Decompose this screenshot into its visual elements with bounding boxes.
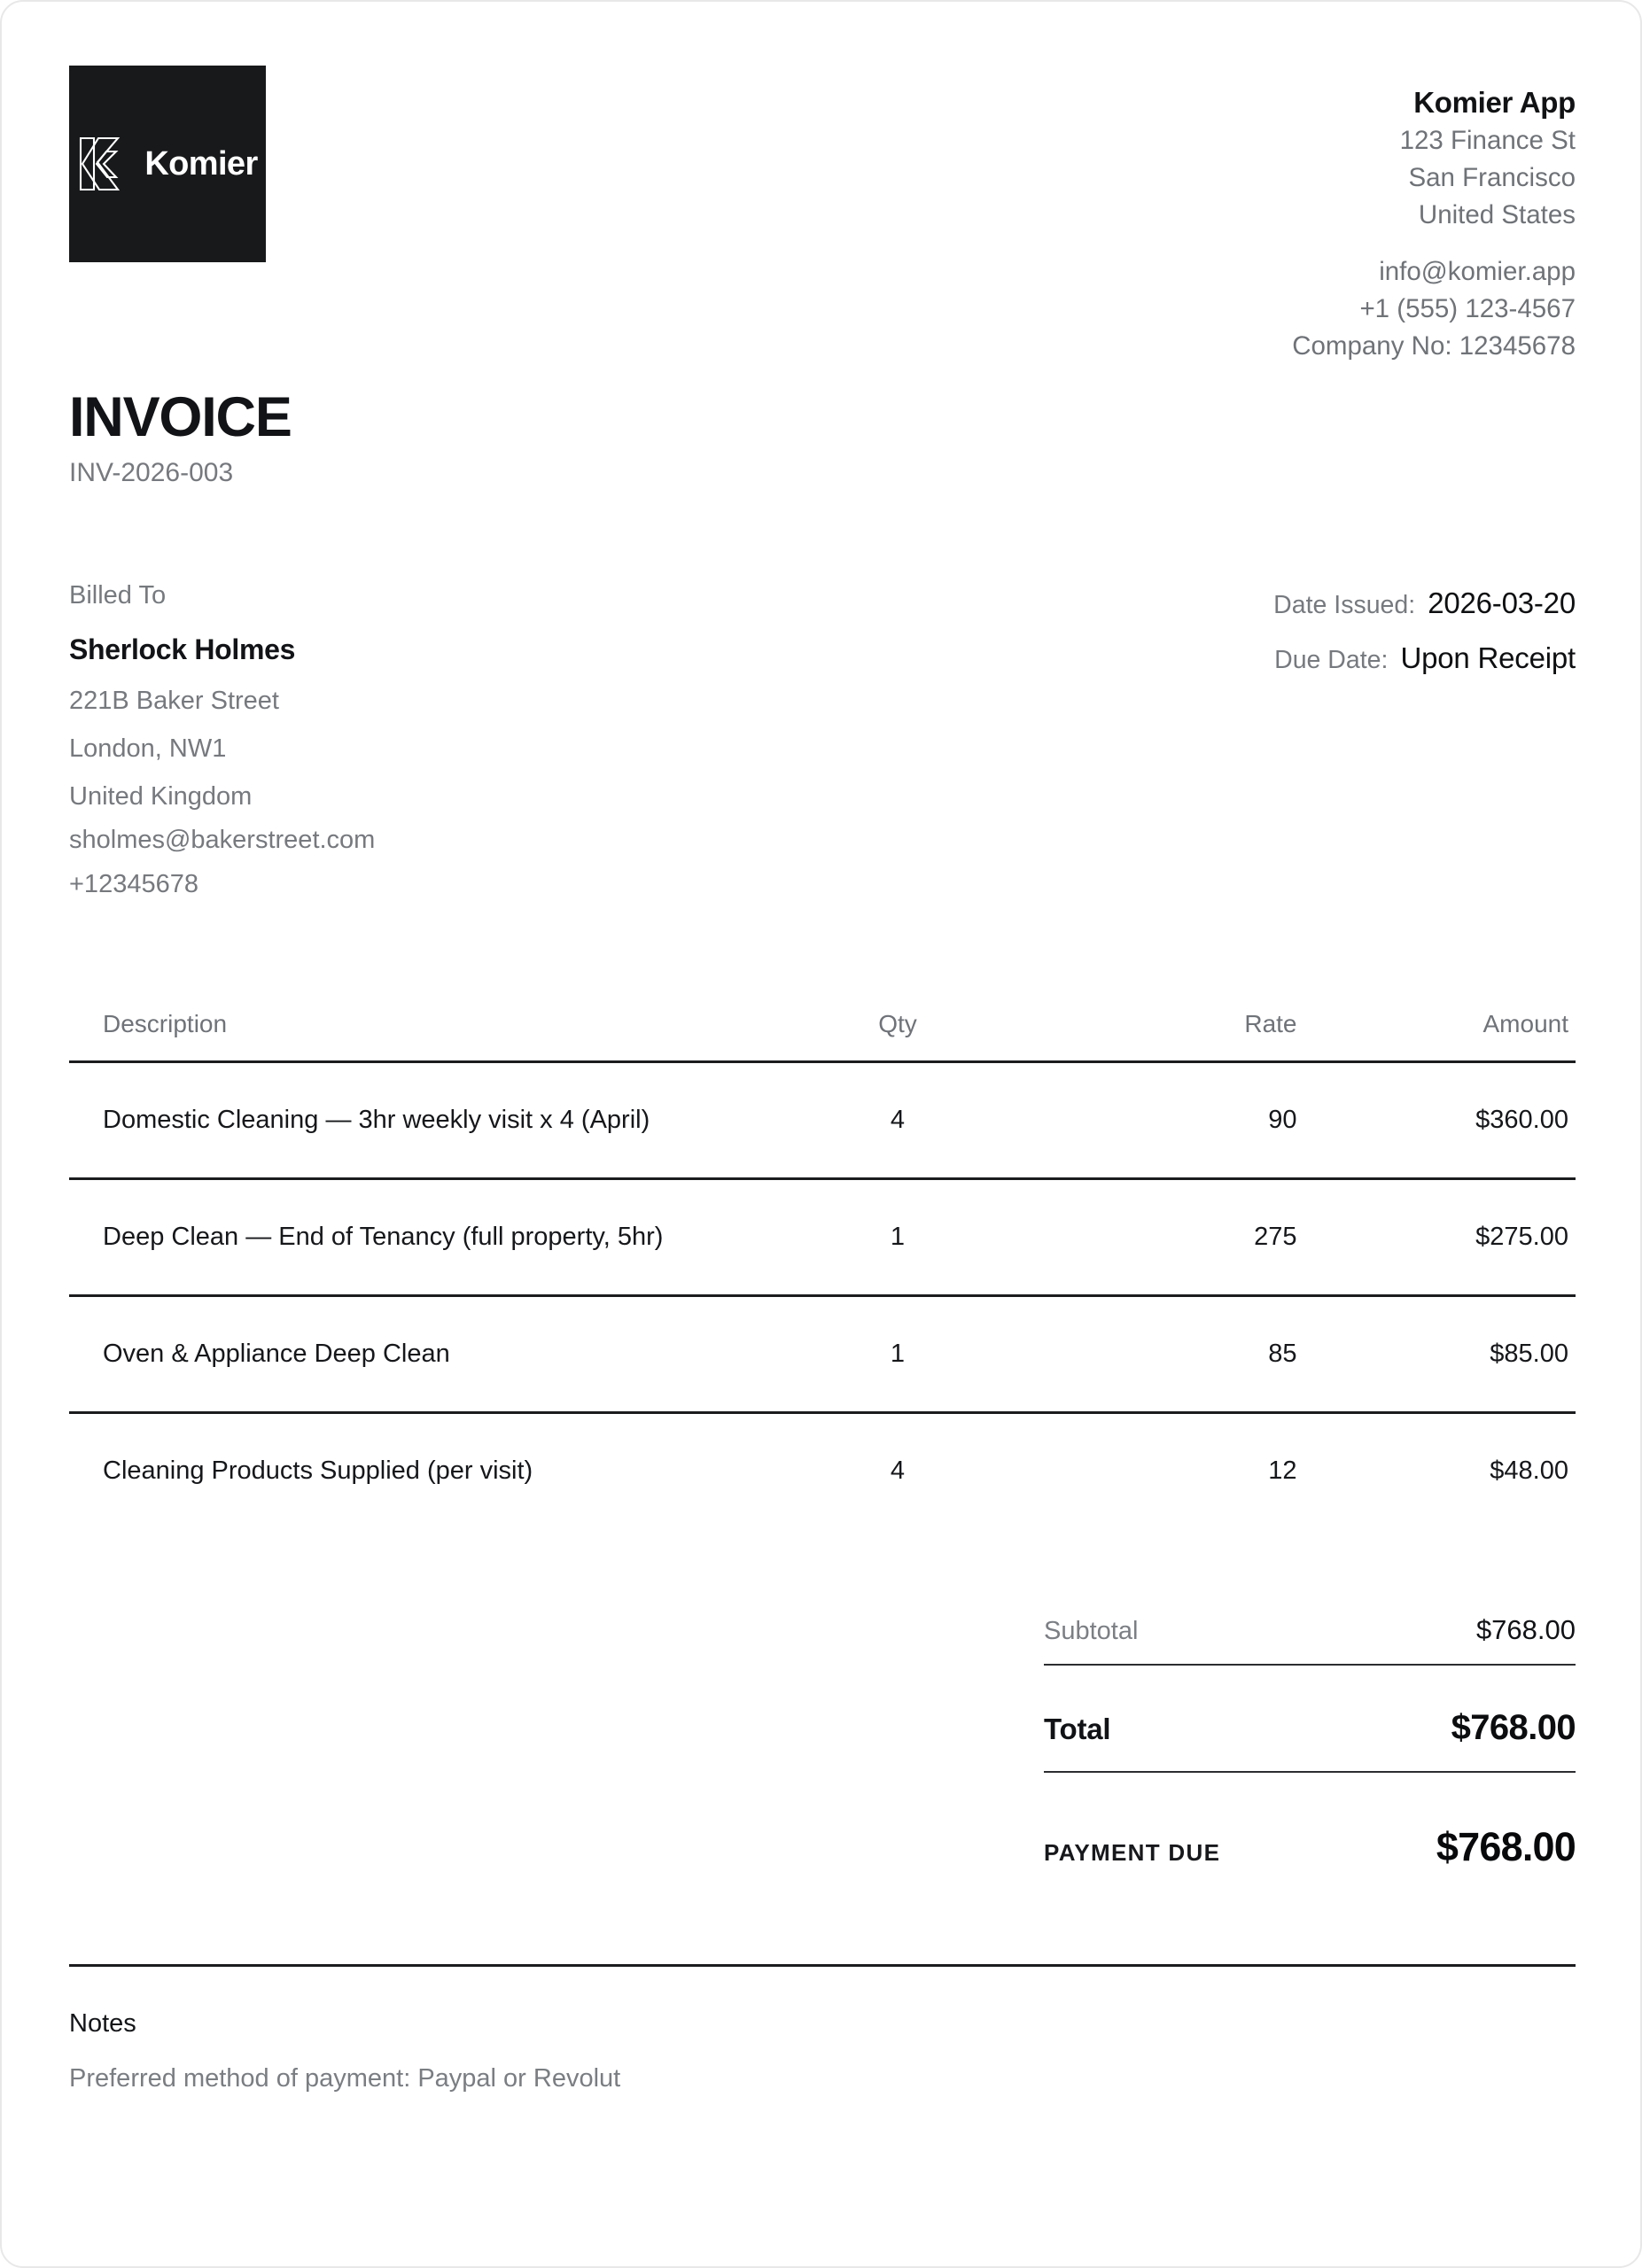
- column-header-amount: Amount: [1297, 1010, 1576, 1062]
- line-item-rate: 90: [1018, 1061, 1297, 1178]
- invoice-title-block: [69, 385, 1576, 490]
- company-details: [1292, 66, 1576, 365]
- payment-due-value: $768.00: [1436, 1823, 1576, 1869]
- company-address-line-1: 123 Finance St: [1399, 125, 1576, 155]
- due-date-value: Upon Receipt: [1400, 641, 1576, 675]
- table-row: [69, 1061, 1576, 1178]
- billed-to-block: [69, 579, 375, 900]
- table-header-row: [69, 1010, 1576, 1062]
- payment-due-label: PAYMENT DUE: [1044, 1838, 1221, 1866]
- brand-logo-inner: [77, 135, 257, 193]
- table-row: [69, 1413, 1576, 1529]
- date-issued-row: [1273, 586, 1576, 620]
- line-item-description: Oven & Appliance Deep Clean: [69, 1296, 777, 1413]
- brand-logo-text: Komier: [144, 145, 258, 183]
- page-title: INVOICE: [69, 385, 292, 448]
- column-header-qty: Qty: [777, 1010, 1018, 1062]
- line-item-amount: $48.00: [1490, 1456, 1568, 1486]
- company-contact: [1292, 253, 1576, 365]
- date-issued-label: Date Issued:: [1273, 591, 1416, 620]
- client-phone: +12345678: [69, 869, 198, 898]
- client-address-line-3: United Kingdom: [69, 782, 253, 812]
- line-item-rate: 275: [1018, 1179, 1297, 1296]
- client-name: Sherlock Holmes: [69, 633, 296, 666]
- payment-due-row: [1044, 1773, 1576, 1870]
- line-item-description: Cleaning Products Supplied (per visit): [103, 1456, 533, 1486]
- line-item-amount: $360.00: [1297, 1061, 1576, 1178]
- invoice-number: INV-2026-003: [69, 458, 234, 488]
- line-item-qty: 1: [777, 1179, 1018, 1296]
- client-email: sholmes@bakerstreet.com: [69, 826, 376, 855]
- parties-section: [69, 579, 1576, 900]
- line-item-description: Deep Clean — End of Tenancy (full property, 5hr): [69, 1179, 777, 1296]
- billed-to-label: Billed To: [69, 581, 167, 610]
- table-row: [69, 1179, 1576, 1296]
- line-item-qty: 4: [777, 1061, 1018, 1178]
- column-header-description: Description: [69, 1010, 777, 1062]
- notes-title: Notes: [69, 2008, 136, 2038]
- line-item-qty: 4: [890, 1456, 906, 1486]
- company-registration-number: Company No: 12345678: [1292, 330, 1576, 361]
- subtotal-label: Subtotal: [1044, 1616, 1139, 1645]
- subtotal-row: [1044, 1614, 1576, 1666]
- due-date-row: [1273, 641, 1576, 675]
- brand-logo: [69, 66, 266, 262]
- line-item-qty: 1: [777, 1296, 1018, 1413]
- date-issued-value: 2026-03-20: [1428, 586, 1576, 620]
- line-items-table: [69, 1010, 1576, 1529]
- line-item-description: Domestic Cleaning — 3hr weekly visit x 4 (April): [69, 1061, 777, 1178]
- total-row: [1044, 1666, 1576, 1773]
- invoice-content: [69, 2, 1576, 2096]
- client-address-line-2: London, NW1: [69, 734, 227, 763]
- company-address-line-3: United States: [1418, 200, 1576, 230]
- notes-body: Preferred method of payment: Paypal or Revolut: [69, 2064, 621, 2093]
- line-items-body: [69, 1061, 1576, 1528]
- notes-section: [69, 2008, 1576, 2097]
- table-row: [69, 1296, 1576, 1413]
- subtotal-value: $768.00: [1475, 1613, 1576, 1645]
- client-address-line-1: 221B Baker Street: [69, 686, 279, 715]
- line-item-amount: $85.00: [1297, 1296, 1576, 1413]
- total-label: Total: [1044, 1712, 1111, 1745]
- invoice-header: [69, 2, 1576, 365]
- column-header-rate: Rate: [1018, 1010, 1297, 1062]
- line-item-amount: $275.00: [1297, 1179, 1576, 1296]
- company-email: info@komier.app: [1379, 256, 1576, 286]
- company-phone: +1 (555) 123-4567: [1359, 293, 1576, 323]
- due-date-label: Due Date:: [1274, 646, 1389, 675]
- company-address-line-2: San Francisco: [1408, 163, 1576, 193]
- totals-section: [1044, 1614, 1576, 1870]
- invoice-dates-block: [1273, 579, 1576, 696]
- total-value: $768.00: [1451, 1707, 1576, 1747]
- company-name: Komier App: [1413, 86, 1576, 119]
- footer-divider: [69, 1964, 1576, 1967]
- komier-k-monogram-icon: [77, 135, 134, 193]
- line-item-rate: 85: [1018, 1296, 1297, 1413]
- line-item-rate: 12: [1268, 1456, 1297, 1486]
- line-items-header: [69, 1010, 1576, 1062]
